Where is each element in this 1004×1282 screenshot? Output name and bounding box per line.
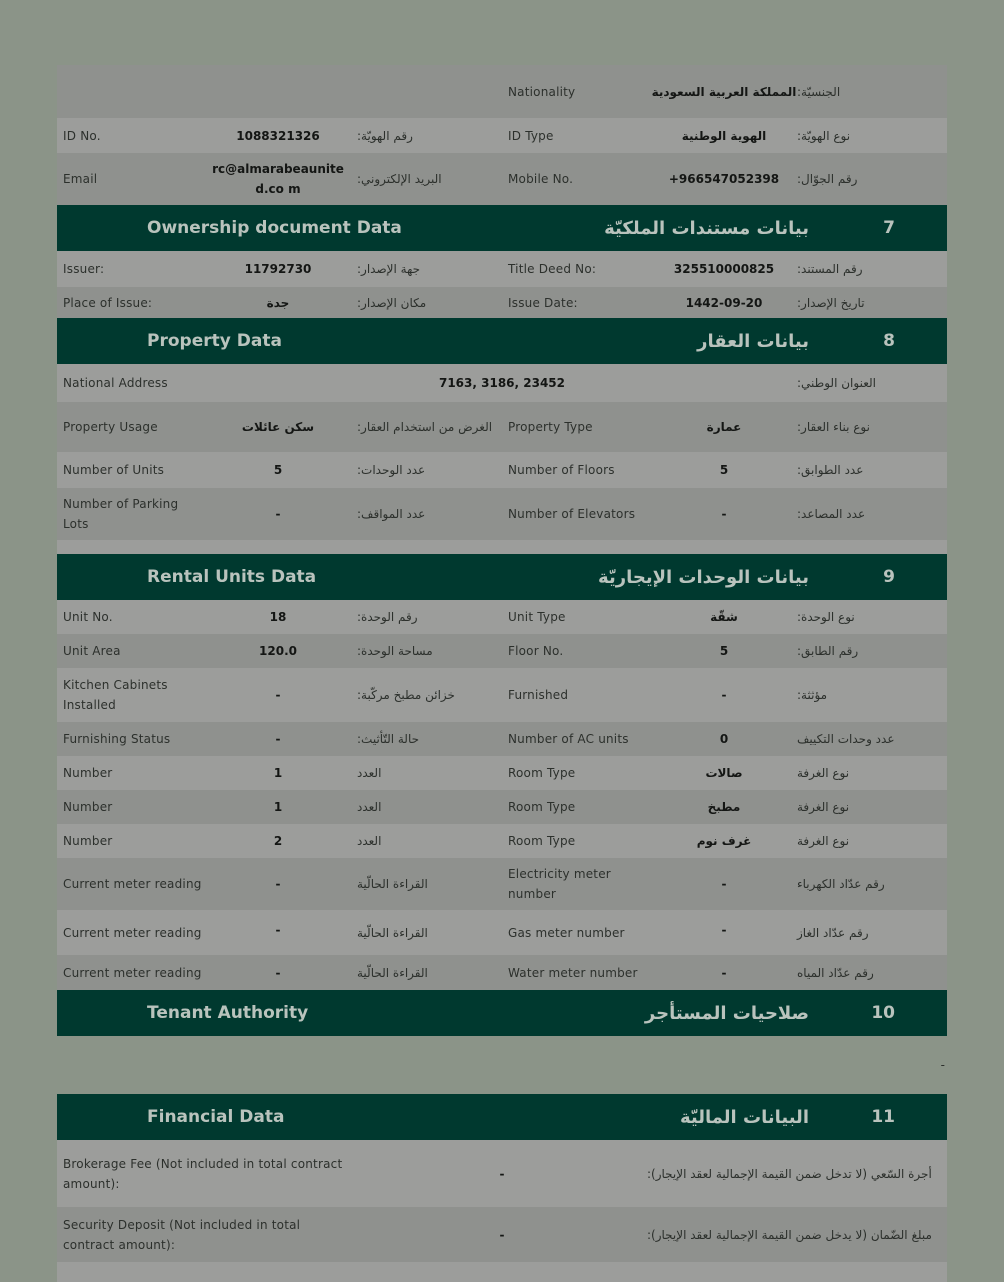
elevators-label-en: Number of Elevators — [508, 507, 636, 521]
floors-label-en: Number of Floors — [508, 463, 615, 477]
mobile-label-ar: رقم الجوّال: — [797, 172, 858, 186]
room-type-2-label-en: Room Type — [508, 800, 576, 814]
issuer-label-en: Issuer: — [63, 262, 105, 276]
kitchen-cabinets-row — [57, 668, 947, 722]
room-count-3-label-ar: العدد — [357, 834, 382, 848]
room-type-1-label-ar: نوع الغرفة — [797, 766, 850, 780]
room-count-2-value: 1 — [273, 800, 283, 814]
id-type-value: الهوية الوطنية — [681, 128, 767, 143]
section-title-en: Ownership document Data — [147, 218, 402, 238]
gas-meter-number-value: - — [721, 923, 727, 937]
floor-no-value: 5 — [719, 644, 729, 658]
nationality-row — [57, 65, 947, 118]
issuer-row — [57, 251, 947, 287]
title-deed-label-en: Title Deed No: — [508, 262, 597, 276]
place-label-ar: مكان الإصدار: — [357, 295, 427, 310]
section-title-ar: صلاحيات المستأجر — [644, 1002, 809, 1024]
gas-meter-number-label-ar: رقم عدّاد الغاز — [797, 925, 869, 940]
section-title-en: Financial Data — [147, 1107, 285, 1127]
row-spacer — [57, 540, 947, 554]
unit-no-label-ar: رقم الوحدة: — [357, 610, 418, 624]
parking-label-en: Number of Parking Lots — [63, 497, 179, 531]
issue-date-label-en: Issue Date: — [508, 295, 578, 310]
section-header-ownership — [57, 205, 947, 251]
email-label-en: Email — [63, 172, 98, 186]
electricity-meter-label-ar: القراءة الحالّية — [357, 877, 428, 891]
email-value: rc@almarabeaunited.co m — [212, 162, 344, 196]
furnished-label-ar: مؤثثة: — [797, 688, 828, 702]
furnishing-status-label-ar: حالة التّأثيث: — [357, 732, 420, 746]
water-meter-value: - — [275, 965, 281, 980]
security-deposit-row — [57, 1207, 947, 1262]
room-count-1-label-ar: العدد — [357, 766, 382, 780]
section-header-property — [57, 318, 947, 364]
unit-no-row — [57, 600, 947, 634]
parking-label-ar: عدد المواقف: — [357, 507, 426, 521]
property-usage-row — [57, 402, 947, 452]
issuer-value: 11792730 — [244, 262, 312, 276]
section-header-rental-units — [57, 554, 947, 600]
security-deposit-value: - — [499, 1227, 505, 1242]
tenant-authority-value: - — [940, 1058, 945, 1072]
section-title-ar: بيانات مستندات الملكيّة — [604, 217, 809, 239]
ac-units-label-en: Number of AC units — [508, 732, 629, 746]
room-count-1-value: 1 — [273, 766, 283, 780]
issue-date-label-ar: تاريخ الإصدار: — [797, 295, 865, 310]
room-count-1-row — [57, 756, 947, 790]
water-meter-row — [57, 955, 947, 990]
gas-meter-number-label-en: Gas meter number — [508, 925, 625, 940]
mobile-value: +966547052398 — [668, 172, 780, 186]
property-type-value: عمارة — [706, 420, 742, 434]
electricity-meter-number-label-en: Electricity meter number — [508, 867, 611, 901]
section-number: 9 — [883, 567, 895, 587]
water-meter-label-en: Current meter reading — [63, 965, 202, 980]
kitchen-cabinets-label-ar: خزائن مطبخ مركّبة: — [357, 688, 455, 702]
elevators-value: - — [721, 507, 727, 521]
units-row — [57, 452, 947, 488]
issue-date-value: 1442-09-20 — [685, 295, 763, 310]
units-value: 5 — [273, 463, 283, 477]
id-no-value: 1088321326 — [236, 128, 320, 143]
kitchen-cabinets-value: - — [275, 688, 281, 702]
furnishing-status-value: - — [275, 732, 281, 746]
issuer-label-ar: جهة الإصدار: — [357, 262, 421, 276]
section-header-financial — [57, 1094, 947, 1140]
place-value: جدة — [266, 295, 290, 310]
security-deposit-label-en: Security Deposit (Not included in total contract amount): — [63, 1217, 301, 1252]
electricity-meter-label-en: Current meter reading — [63, 877, 202, 891]
room-count-1-label-en: Number — [63, 766, 113, 780]
electricity-meter-row — [57, 858, 947, 910]
national-address-label-en: National Address — [63, 376, 168, 390]
room-count-2-label-en: Number — [63, 800, 113, 814]
next-row-partial — [57, 1262, 947, 1282]
brokerage-fee-value: - — [499, 1166, 505, 1181]
unit-area-label-en: Unit Area — [63, 644, 121, 658]
water-meter-number-label-ar: رقم عدّاد المياه — [797, 965, 874, 980]
ac-units-label-ar: عدد وحدات التكييف — [797, 732, 895, 746]
floors-label-ar: عدد الطوابق: — [797, 463, 864, 477]
nationality-label-en: Nationality — [508, 84, 576, 99]
furnished-label-en: Furnished — [508, 688, 569, 702]
unit-type-label-ar: نوع الوحدة: — [797, 610, 855, 624]
national-address-row — [57, 364, 947, 402]
place-label-en: Place of Issue: — [63, 295, 153, 310]
room-type-3-value: غرف نوم — [696, 834, 752, 848]
section-number: 11 — [871, 1107, 895, 1127]
furnishing-status-row — [57, 722, 947, 756]
property-usage-label-ar: الغرض من استخدام العقار: — [357, 420, 493, 434]
section-number: 8 — [883, 331, 895, 351]
title-deed-value: 325510000825 — [673, 262, 775, 276]
gas-meter-row — [57, 910, 947, 955]
lease-contract-sheet — [57, 65, 947, 1282]
water-meter-number-value: - — [721, 965, 727, 980]
furnished-value: - — [721, 688, 727, 702]
parking-row — [57, 488, 947, 540]
property-usage-label-en: Property Usage — [63, 420, 158, 434]
section-header-tenant-authority — [57, 990, 947, 1036]
units-label-en: Number of Units — [63, 463, 165, 477]
room-count-3-value: 2 — [273, 834, 283, 848]
unit-no-value: 18 — [269, 610, 287, 624]
room-count-2-label-ar: العدد — [357, 800, 382, 814]
water-meter-number-label-en: Water meter number — [508, 965, 638, 980]
furnishing-status-label-en: Furnishing Status — [63, 732, 171, 746]
room-count-3-row — [57, 824, 947, 858]
title-deed-label-ar: رقم المستند: — [797, 262, 863, 276]
id-type-label-en: ID Type — [508, 128, 554, 143]
brokerage-fee-row — [57, 1140, 947, 1207]
ac-units-value: 0 — [719, 732, 729, 746]
electricity-meter-number-value: - — [721, 877, 727, 891]
kitchen-cabinets-label-en: Kitchen Cabinets Installed — [63, 678, 168, 712]
room-type-1-label-en: Room Type — [508, 766, 576, 780]
contact-row — [57, 153, 947, 205]
rental-rows — [57, 600, 947, 990]
email-label-ar: البريد الإلكتروني: — [357, 172, 442, 186]
room-type-1-value: صالات — [705, 766, 743, 780]
property-type-label-ar: نوع بناء العقار: — [797, 420, 870, 434]
gas-meter-label-ar: القراءة الحالّية — [357, 925, 428, 940]
gas-meter-value: - — [275, 923, 281, 937]
tenant-authority-content — [57, 1036, 947, 1094]
brokerage-fee-label-en: Brokerage Fee (Not included in total contract amount): — [63, 1156, 343, 1191]
id-type-label-ar: نوع الهويّة: — [797, 128, 851, 143]
section-title-ar: بيانات الوحدات الإيجاريّة — [598, 566, 809, 588]
section-title-ar: البيانات الماليّة — [679, 1106, 809, 1128]
floors-value: 5 — [719, 463, 729, 477]
national-address-value: 7163, 3186, 23452 — [438, 376, 566, 390]
room-type-3-label-en: Room Type — [508, 834, 576, 848]
room-type-3-label-ar: نوع الغرفة — [797, 834, 850, 848]
electricity-meter-number-label-ar: رقم عدّاد الكهرباء — [797, 877, 885, 891]
section-title-en: Tenant Authority — [147, 1003, 309, 1023]
section-number: 7 — [883, 218, 895, 238]
id-no-label-ar: رقم الهويّة: — [357, 128, 413, 143]
section-title-en: Rental Units Data — [147, 567, 317, 587]
room-type-2-value: مطبخ — [707, 800, 741, 814]
section-number: 10 — [871, 1003, 895, 1023]
unit-type-label-en: Unit Type — [508, 610, 566, 624]
place-of-issue-row — [57, 287, 947, 318]
unit-area-row — [57, 634, 947, 668]
room-type-2-label-ar: نوع الغرفة — [797, 800, 850, 814]
gas-meter-label-en: Current meter reading — [63, 925, 202, 940]
mobile-label-en: Mobile No. — [508, 172, 574, 186]
electricity-meter-value: - — [275, 877, 281, 891]
id-row — [57, 118, 947, 153]
property-type-label-en: Property Type — [508, 420, 593, 434]
property-usage-value: سكن عائلات — [241, 420, 315, 434]
id-no-label-en: ID No. — [63, 128, 101, 143]
unit-area-label-ar: مساحة الوحدة: — [357, 644, 433, 658]
section-title-en: Property Data — [147, 331, 282, 351]
national-address-label-ar: العنوان الوطني: — [797, 376, 876, 390]
floor-no-label-ar: رقم الطابق: — [797, 644, 859, 658]
nationality-value: المملكة العربية السعودية — [651, 84, 797, 99]
units-label-ar: عدد الوحدات: — [357, 463, 426, 477]
room-count-2-row — [57, 790, 947, 824]
section-title-ar: بيانات العقار — [697, 330, 809, 352]
room-count-3-label-en: Number — [63, 834, 113, 848]
security-deposit-label-ar: مبلغ الضّمان (لا يدخل ضمن القيمة الإجمالية لعقد الإيجار): — [647, 1227, 932, 1242]
elevators-label-ar: عدد المصاعد: — [797, 507, 866, 521]
unit-area-value: 120.0 — [259, 644, 297, 658]
floor-no-label-en: Floor No. — [508, 644, 564, 658]
nationality-label-ar: الجنسيّة: — [797, 84, 841, 99]
unit-no-label-en: Unit No. — [63, 610, 113, 624]
brokerage-fee-label-ar: أجرة السّعي (لا تدخل ضمن القيمة الإجمالية لعقد الإيجار): — [647, 1166, 932, 1181]
water-meter-label-ar: القراءة الحالّية — [357, 965, 428, 980]
parking-value: - — [275, 507, 281, 521]
unit-type-value: شقّة — [710, 610, 738, 624]
